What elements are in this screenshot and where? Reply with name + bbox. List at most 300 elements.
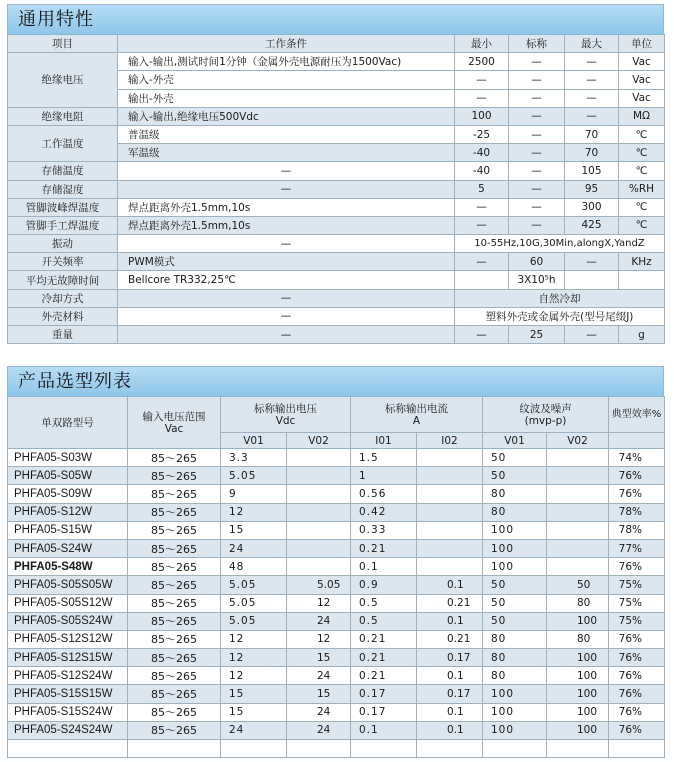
nom-cell: — bbox=[509, 198, 565, 216]
condition-cell: — bbox=[118, 180, 455, 198]
efficiency-cell: 76% bbox=[609, 721, 665, 739]
vout2-cell: 24 bbox=[287, 703, 351, 721]
min-cell: 100 bbox=[455, 107, 509, 125]
vout1-cell: 5.05 bbox=[221, 576, 287, 594]
ripple1-cell: 80 bbox=[483, 503, 547, 521]
unit-cell: KHz bbox=[619, 253, 665, 271]
header-eff: 典型效率% bbox=[609, 397, 665, 433]
condition-cell: 输出-外壳 bbox=[118, 89, 455, 107]
iout1-cell: 0.42 bbox=[351, 503, 417, 521]
iout2-cell: 0.21 bbox=[417, 594, 483, 612]
table-row bbox=[8, 235, 665, 253]
iout2-cell: 0.17 bbox=[417, 685, 483, 703]
ripple2-cell: 100 bbox=[547, 685, 609, 703]
model-cell: PHFA05-S15S15W bbox=[8, 685, 128, 703]
product-selection-panel bbox=[7, 366, 664, 758]
vin-cell: 85～265 bbox=[128, 721, 221, 739]
max-cell: 425 bbox=[565, 216, 619, 234]
header-vin bbox=[128, 397, 221, 449]
efficiency-cell: 78% bbox=[609, 521, 665, 539]
nom-cell: — bbox=[509, 125, 565, 143]
model-cell: PHFA05-S24W bbox=[8, 539, 128, 557]
ripple2-cell: 100 bbox=[547, 667, 609, 685]
table-row bbox=[8, 198, 665, 216]
vout2-cell: 12 bbox=[287, 630, 351, 648]
empty-cell bbox=[351, 740, 417, 758]
ripple2-cell bbox=[547, 485, 609, 503]
vout1-cell: 24 bbox=[221, 539, 287, 557]
table-row bbox=[8, 253, 665, 271]
iout1-cell: 0.1 bbox=[351, 558, 417, 576]
efficiency-cell: 76% bbox=[609, 667, 665, 685]
header-condition: 工作条件 bbox=[118, 35, 455, 53]
condition-cell: 焊点距离外壳1.5mm,10s bbox=[118, 216, 455, 234]
header-nom: 标称 bbox=[509, 35, 565, 53]
nom-cell: — bbox=[509, 180, 565, 198]
subheader-i02: I02 bbox=[417, 433, 483, 449]
item-cell: 工作温度 bbox=[8, 125, 118, 161]
table-row bbox=[8, 307, 665, 325]
max-cell: 70 bbox=[565, 144, 619, 162]
iout2-cell: 0.1 bbox=[417, 576, 483, 594]
nom-cell: 60 bbox=[509, 253, 565, 271]
item-cell: 冷却方式 bbox=[8, 289, 118, 307]
unit-cell: ℃ bbox=[619, 144, 665, 162]
ripple2-cell bbox=[547, 503, 609, 521]
vout2-cell: 5.05 bbox=[287, 576, 351, 594]
nom-cell: — bbox=[509, 53, 565, 71]
table-row bbox=[8, 721, 665, 739]
general-section-title: 通用特性 bbox=[7, 4, 664, 34]
empty-cell bbox=[609, 740, 665, 758]
unit-cell: ℃ bbox=[619, 162, 665, 180]
table-row bbox=[8, 467, 665, 485]
efficiency-cell: 77% bbox=[609, 539, 665, 557]
iout2-cell bbox=[417, 485, 483, 503]
model-cell: PHFA05-S12S24W bbox=[8, 667, 128, 685]
table-row bbox=[8, 485, 665, 503]
efficiency-cell: 76% bbox=[609, 467, 665, 485]
subheader-r02: V02 bbox=[547, 433, 609, 449]
vout2-cell bbox=[287, 449, 351, 467]
iout2-cell: 0.1 bbox=[417, 703, 483, 721]
item-cell: 绝缘电阻 bbox=[8, 107, 118, 125]
iout2-cell bbox=[417, 558, 483, 576]
table-row bbox=[8, 326, 665, 344]
iout1-cell: 0.5 bbox=[351, 612, 417, 630]
vout2-cell bbox=[287, 503, 351, 521]
vin-cell: 85～265 bbox=[128, 503, 221, 521]
header-unit: 单位 bbox=[619, 35, 665, 53]
condition-cell: 输入-外壳 bbox=[118, 71, 455, 89]
min-cell: — bbox=[455, 253, 509, 271]
table-row bbox=[8, 53, 665, 71]
model-cell: PHFA05-S05S05W bbox=[8, 576, 128, 594]
model-cell: PHFA05-S03W bbox=[8, 449, 128, 467]
max-cell: — bbox=[565, 89, 619, 107]
vout1-cell: 9 bbox=[221, 485, 287, 503]
iout2-cell: 0.17 bbox=[417, 649, 483, 667]
condition-cell: 输入-输出,绝缘电压500Vdc bbox=[118, 107, 455, 125]
table-row bbox=[8, 703, 665, 721]
min-cell: 2500 bbox=[455, 53, 509, 71]
ripple2-cell: 50 bbox=[547, 576, 609, 594]
subheader-v01: V01 bbox=[221, 433, 287, 449]
item-cell: 存储湿度 bbox=[8, 180, 118, 198]
selection-header-row bbox=[8, 397, 665, 433]
min-cell: -40 bbox=[455, 144, 509, 162]
vin-cell: 85～265 bbox=[128, 485, 221, 503]
mtbf-cell: 3X10⁵h bbox=[509, 271, 565, 289]
header-min: 最小 bbox=[455, 35, 509, 53]
subheader-eff-blank bbox=[609, 433, 665, 449]
table-row bbox=[8, 521, 665, 539]
model-cell: PHFA05-S09W bbox=[8, 485, 128, 503]
table-row bbox=[8, 630, 665, 648]
span-value-cell: 10-55Hz,10G,30Min,alongX,YandZ bbox=[455, 235, 665, 253]
table-row bbox=[8, 125, 665, 143]
max-cell: 105 bbox=[565, 162, 619, 180]
subheader-i01: I01 bbox=[351, 433, 417, 449]
efficiency-cell: 76% bbox=[609, 630, 665, 648]
header-item: 项目 bbox=[8, 35, 118, 53]
table-row bbox=[8, 685, 665, 703]
item-cell: 平均无故障时间 bbox=[8, 271, 118, 289]
vout2-cell: 24 bbox=[287, 721, 351, 739]
unit-cell: Vac bbox=[619, 71, 665, 89]
header-vout bbox=[221, 397, 351, 433]
unit-cell: ℃ bbox=[619, 216, 665, 234]
max-cell: — bbox=[565, 253, 619, 271]
condition-cell: 普温级 bbox=[118, 125, 455, 143]
vout1-cell: 12 bbox=[221, 649, 287, 667]
header-iout-unit: A bbox=[412, 414, 421, 427]
min-cell: — bbox=[455, 89, 509, 107]
iout1-cell: 0.21 bbox=[351, 649, 417, 667]
item-cell: 存储温度 bbox=[8, 162, 118, 180]
condition-cell: PWM模式 bbox=[118, 253, 455, 271]
ripple2-cell bbox=[547, 467, 609, 485]
max-cell: — bbox=[565, 326, 619, 344]
min-cell: -25 bbox=[455, 125, 509, 143]
min-cell: — bbox=[455, 198, 509, 216]
unit-cell: ℃ bbox=[619, 125, 665, 143]
iout1-cell: 0.21 bbox=[351, 667, 417, 685]
condition-cell: 输入-输出,测试时间1分钟（金属外壳电源耐压为1500Vac) bbox=[118, 53, 455, 71]
ripple2-cell bbox=[547, 558, 609, 576]
iout1-cell: 0.17 bbox=[351, 703, 417, 721]
ripple1-cell: 80 bbox=[483, 667, 547, 685]
efficiency-cell: 76% bbox=[609, 703, 665, 721]
model-cell: PHFA05-S24S24W bbox=[8, 721, 128, 739]
ripple2-cell: 100 bbox=[547, 721, 609, 739]
iout1-cell: 0.9 bbox=[351, 576, 417, 594]
model-cell: PHFA05-S05S12W bbox=[8, 594, 128, 612]
efficiency-cell: 75% bbox=[609, 594, 665, 612]
nom-cell: — bbox=[509, 107, 565, 125]
ripple2-cell bbox=[547, 539, 609, 557]
header-vin-label: 输入电压范围 bbox=[142, 410, 206, 423]
product-selection-table bbox=[7, 396, 665, 758]
ripple1-cell: 100 bbox=[483, 521, 547, 539]
vout1-cell: 12 bbox=[221, 630, 287, 648]
table-row bbox=[8, 180, 665, 198]
vin-cell: 85～265 bbox=[128, 449, 221, 467]
empty-cell bbox=[287, 740, 351, 758]
min-cell: -40 bbox=[455, 162, 509, 180]
table-row bbox=[8, 162, 665, 180]
iout1-cell: 1.5 bbox=[351, 449, 417, 467]
unit-cell: Vac bbox=[619, 53, 665, 71]
iout2-cell bbox=[417, 521, 483, 539]
iout1-cell: 0.21 bbox=[351, 539, 417, 557]
table-row bbox=[8, 594, 665, 612]
header-vout-unit: Vdc bbox=[275, 414, 296, 427]
nom-cell: 25 bbox=[509, 326, 565, 344]
header-iout-label: 标称输出电流 bbox=[385, 402, 448, 415]
vout1-cell: 12 bbox=[221, 503, 287, 521]
model-cell: PHFA05-S12S12W bbox=[8, 630, 128, 648]
condition-cell: — bbox=[118, 289, 455, 307]
vout1-cell: 48 bbox=[221, 558, 287, 576]
item-cell: 振动 bbox=[8, 235, 118, 253]
model-cell: PHFA05-S15W bbox=[8, 521, 128, 539]
empty-cell bbox=[483, 740, 547, 758]
vin-cell: 85～265 bbox=[128, 685, 221, 703]
empty-cell bbox=[8, 740, 128, 758]
item-cell: 管脚手工焊温度 bbox=[8, 216, 118, 234]
empty-cell bbox=[128, 740, 221, 758]
max-cell: — bbox=[565, 53, 619, 71]
header-vout-label: 标称输出电压 bbox=[254, 402, 317, 415]
ripple1-cell: 50 bbox=[483, 449, 547, 467]
vout1-cell: 3.3 bbox=[221, 449, 287, 467]
header-model: 单双路型号 bbox=[8, 397, 128, 449]
ripple1-cell: 100 bbox=[483, 703, 547, 721]
vout2-cell: 24 bbox=[287, 612, 351, 630]
vin-cell: 85～265 bbox=[128, 558, 221, 576]
iout2-cell bbox=[417, 449, 483, 467]
empty-cell bbox=[221, 740, 287, 758]
vout1-cell: 15 bbox=[221, 521, 287, 539]
max-cell: — bbox=[565, 107, 619, 125]
header-ripple-label: 纹波及噪声 bbox=[519, 402, 572, 415]
vout2-cell: 12 bbox=[287, 594, 351, 612]
ripple2-cell: 80 bbox=[547, 630, 609, 648]
max-cell: 70 bbox=[565, 125, 619, 143]
subheader-v02: V02 bbox=[287, 433, 351, 449]
vin-cell: 85～265 bbox=[128, 521, 221, 539]
model-cell: PHFA05-S05S24W bbox=[8, 612, 128, 630]
general-characteristics-table bbox=[7, 34, 665, 344]
iout2-cell bbox=[417, 467, 483, 485]
vout1-cell: 12 bbox=[221, 667, 287, 685]
efficiency-cell: 76% bbox=[609, 558, 665, 576]
general-header-row bbox=[8, 35, 665, 53]
vin-cell: 85～265 bbox=[128, 612, 221, 630]
ripple2-cell: 100 bbox=[547, 612, 609, 630]
table-row bbox=[8, 576, 665, 594]
efficiency-cell: 74% bbox=[609, 449, 665, 467]
min-cell: — bbox=[455, 216, 509, 234]
table-row bbox=[8, 289, 665, 307]
iout1-cell: 0.1 bbox=[351, 721, 417, 739]
header-ripple-unit: (mvp-p) bbox=[524, 414, 567, 427]
header-iout bbox=[351, 397, 483, 433]
ripple2-cell: 80 bbox=[547, 594, 609, 612]
table-row bbox=[8, 558, 665, 576]
model-cell: PHFA05-S05W bbox=[8, 467, 128, 485]
min-cell: — bbox=[455, 71, 509, 89]
iout1-cell: 0.21 bbox=[351, 630, 417, 648]
condition-cell: — bbox=[118, 326, 455, 344]
vout1-cell: 24 bbox=[221, 721, 287, 739]
max-cell bbox=[565, 271, 619, 289]
vout1-cell: 5.05 bbox=[221, 612, 287, 630]
iout1-cell: 0.17 bbox=[351, 685, 417, 703]
vout2-cell bbox=[287, 558, 351, 576]
model-cell: PHFA05-S12W bbox=[8, 503, 128, 521]
vout2-cell: 15 bbox=[287, 649, 351, 667]
max-cell: 300 bbox=[565, 198, 619, 216]
header-ripple bbox=[483, 397, 609, 433]
vout2-cell: 24 bbox=[287, 667, 351, 685]
ripple1-cell: 50 bbox=[483, 594, 547, 612]
vin-cell: 85～265 bbox=[128, 649, 221, 667]
table-row bbox=[8, 649, 665, 667]
unit-cell: MΩ bbox=[619, 107, 665, 125]
ripple2-cell bbox=[547, 449, 609, 467]
unit-cell: g bbox=[619, 326, 665, 344]
table-row bbox=[8, 503, 665, 521]
vout2-cell: 15 bbox=[287, 685, 351, 703]
iout1-cell: 0.56 bbox=[351, 485, 417, 503]
unit-cell: %RH bbox=[619, 180, 665, 198]
vout1-cell: 5.05 bbox=[221, 594, 287, 612]
vout2-cell bbox=[287, 467, 351, 485]
efficiency-cell: 76% bbox=[609, 485, 665, 503]
vin-cell: 85～265 bbox=[128, 667, 221, 685]
nom-cell: — bbox=[509, 71, 565, 89]
table-row bbox=[8, 107, 665, 125]
efficiency-cell: 75% bbox=[609, 576, 665, 594]
model-cell: PHFA05-S48W bbox=[8, 558, 128, 576]
condition-cell: — bbox=[118, 307, 455, 325]
ripple1-cell: 100 bbox=[483, 721, 547, 739]
max-cell: — bbox=[565, 71, 619, 89]
iout2-cell: 0.21 bbox=[417, 630, 483, 648]
item-cell: 管脚波峰焊温度 bbox=[8, 198, 118, 216]
vin-cell: 85～265 bbox=[128, 576, 221, 594]
ripple1-cell: 50 bbox=[483, 576, 547, 594]
ripple1-cell: 100 bbox=[483, 539, 547, 557]
vout2-cell bbox=[287, 521, 351, 539]
general-characteristics-panel bbox=[7, 4, 664, 344]
selection-body bbox=[8, 449, 665, 758]
table-row bbox=[8, 612, 665, 630]
empty-cell bbox=[547, 740, 609, 758]
iout2-cell: 0.1 bbox=[417, 721, 483, 739]
condition-cell: 焊点距离外壳1.5mm,10s bbox=[118, 198, 455, 216]
table-row bbox=[8, 667, 665, 685]
iout2-cell bbox=[417, 539, 483, 557]
nom-cell: — bbox=[509, 89, 565, 107]
table-row bbox=[8, 539, 665, 557]
header-max: 最大 bbox=[565, 35, 619, 53]
item-cell: 绝缘电压 bbox=[8, 53, 118, 108]
nom-cell: — bbox=[509, 144, 565, 162]
ripple1-cell: 100 bbox=[483, 558, 547, 576]
unit-cell: Vac bbox=[619, 89, 665, 107]
table-row-empty bbox=[8, 740, 665, 758]
condition-cell: — bbox=[118, 162, 455, 180]
min-cell: 5 bbox=[455, 180, 509, 198]
vin-cell: 85～265 bbox=[128, 539, 221, 557]
nom-cell: — bbox=[509, 162, 565, 180]
ripple1-cell: 50 bbox=[483, 612, 547, 630]
iout1-cell: 1 bbox=[351, 467, 417, 485]
ripple1-cell: 100 bbox=[483, 685, 547, 703]
unit-cell bbox=[619, 271, 665, 289]
iout1-cell: 0.5 bbox=[351, 594, 417, 612]
efficiency-cell: 76% bbox=[609, 685, 665, 703]
vin-cell: 85～265 bbox=[128, 630, 221, 648]
item-cell: 开关频率 bbox=[8, 253, 118, 271]
vin-cell: 85～265 bbox=[128, 594, 221, 612]
table-row bbox=[8, 271, 665, 289]
condition-cell: Bellcore TR332,25℃ bbox=[118, 271, 455, 289]
span-value-cell: 塑料外壳或金属外壳(型号尾缀J) bbox=[455, 307, 665, 325]
min-cell: — bbox=[455, 326, 509, 344]
item-cell: 重量 bbox=[8, 326, 118, 344]
ripple1-cell: 80 bbox=[483, 485, 547, 503]
unit-cell: ℃ bbox=[619, 198, 665, 216]
span-value-cell: 自然冷却 bbox=[455, 289, 665, 307]
efficiency-cell: 76% bbox=[609, 649, 665, 667]
ripple2-cell: 100 bbox=[547, 649, 609, 667]
model-cell: PHFA05-S12S15W bbox=[8, 649, 128, 667]
vout1-cell: 15 bbox=[221, 685, 287, 703]
condition-cell: — bbox=[118, 235, 455, 253]
nom-cell: — bbox=[509, 216, 565, 234]
iout1-cell: 0.33 bbox=[351, 521, 417, 539]
table-row bbox=[8, 449, 665, 467]
subheader-r01: V01 bbox=[483, 433, 547, 449]
vout2-cell bbox=[287, 539, 351, 557]
vout1-cell: 15 bbox=[221, 703, 287, 721]
item-cell: 外壳材料 bbox=[8, 307, 118, 325]
ripple2-cell bbox=[547, 521, 609, 539]
header-vin-unit: Vac bbox=[164, 422, 184, 435]
table-row bbox=[8, 216, 665, 234]
condition-cell: 军温级 bbox=[118, 144, 455, 162]
selection-section-title: 产品选型列表 bbox=[7, 366, 664, 396]
ripple1-cell: 80 bbox=[483, 649, 547, 667]
ripple1-cell: 80 bbox=[483, 630, 547, 648]
ripple1-cell: 50 bbox=[483, 467, 547, 485]
vout1-cell: 5.05 bbox=[221, 467, 287, 485]
model-cell: PHFA05-S15S24W bbox=[8, 703, 128, 721]
efficiency-cell: 78% bbox=[609, 503, 665, 521]
vin-cell: 85～265 bbox=[128, 703, 221, 721]
vout2-cell bbox=[287, 485, 351, 503]
iout2-cell: 0.1 bbox=[417, 667, 483, 685]
ripple2-cell: 100 bbox=[547, 703, 609, 721]
iout2-cell bbox=[417, 503, 483, 521]
vin-cell: 85～265 bbox=[128, 467, 221, 485]
empty-cell bbox=[417, 740, 483, 758]
min-cell bbox=[455, 271, 509, 289]
